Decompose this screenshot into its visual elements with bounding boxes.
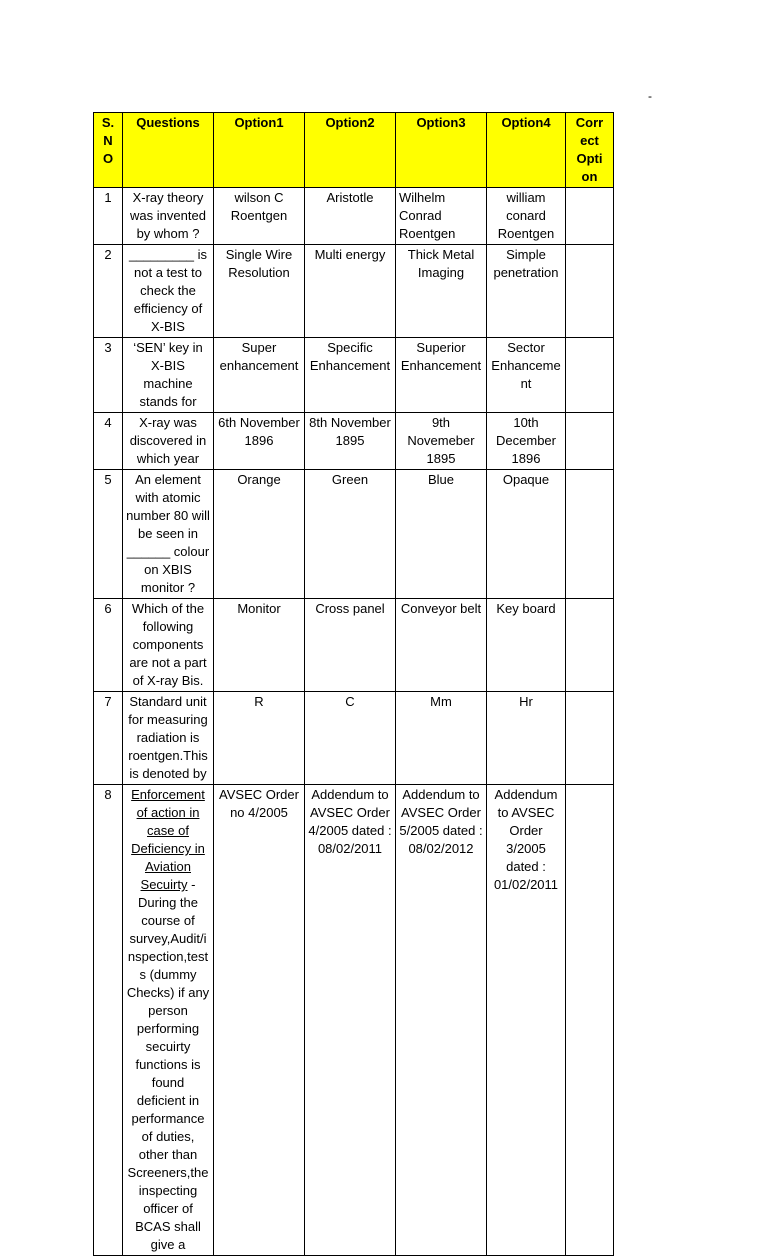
option3-cell: Addendum to AVSEC Order 5/2005 dated : 08/02/2012 [396,785,487,1256]
table-row [94,188,614,245]
sno-cell: 7 [94,692,123,785]
option1-cell: Monitor [214,599,305,692]
question-body: - During the course of survey,Audit/inspection,tests (dummy Checks) if any person performing secuirty functions is found deficient in performance of duties, other than Screeners,the inspecting officer of BCAS shall give a [126,877,210,1252]
option4-cell: william conard Roentgen [487,188,566,245]
table-row [94,470,614,599]
option3-cell: Wilhelm Conrad Roentgen [396,188,487,245]
option4-cell: 10th December 1896 [487,413,566,470]
option4-cell: Opaque [487,470,566,599]
question-cell: X-ray theory was invented by whom ? [123,188,214,245]
option2-cell: Green [305,470,396,599]
option3-cell: Mm [396,692,487,785]
option1-cell: wilson C Roentgen [214,188,305,245]
option1-cell: R [214,692,305,785]
table-row [94,785,614,1256]
question-cell: An element with atomic number 80 will be seen in ______ colour on XBIS monitor ? [123,470,214,599]
header-option1: Option1 [214,113,305,188]
option3-cell: Superior Enhancement [396,338,487,413]
header-correct-option: Corr ect Opti on [566,113,614,188]
correct-option-cell [566,470,614,599]
option3-cell: 9th Novemeber 1895 [396,413,487,470]
correct-option-cell [566,245,614,338]
option2-cell: Cross panel [305,599,396,692]
correct-option-cell [566,692,614,785]
sno-cell: 8 [94,785,123,1256]
option4-cell: Hr [487,692,566,785]
question-cell: ‘SEN’ key in X-BIS machine stands for [123,338,214,413]
header-sno: S. N O [94,113,123,188]
option1-cell: Orange [214,470,305,599]
question-cell [123,785,214,1256]
option1-cell: Single Wire Resolution [214,245,305,338]
table-row [94,413,614,470]
sno-cell: 1 [94,188,123,245]
page-mark: - [648,89,652,103]
option3-cell: Blue [396,470,487,599]
correct-option-cell [566,785,614,1256]
header-option4: Option4 [487,113,566,188]
question-cell: X-ray was discovered in which year [123,413,214,470]
option4-cell: Simple penetration [487,245,566,338]
option2-cell: Addendum to AVSEC Order 4/2005 dated : 08/02/2011 [305,785,396,1256]
sno-cell: 4 [94,413,123,470]
option4-cell: Sector Enhancement [487,338,566,413]
correct-option-cell [566,338,614,413]
sno-cell: 3 [94,338,123,413]
option1-cell: Super enhancement [214,338,305,413]
question-cell: _________ is not a test to check the efficiency of X-BIS [123,245,214,338]
header-row [94,113,614,188]
correct-option-cell [566,599,614,692]
question-cell: Which of the following components are not a part of X-ray Bis. [123,599,214,692]
option3-cell: Thick Metal Imaging [396,245,487,338]
option1-cell: AVSEC Order no 4/2005 [214,785,305,1256]
question-table [93,112,614,1256]
header-option3: Option3 [396,113,487,188]
header-questions: Questions [123,113,214,188]
header-option2: Option2 [305,113,396,188]
table-row [94,692,614,785]
option2-cell: Specific Enhancement [305,338,396,413]
table-row [94,338,614,413]
option4-cell: Key board [487,599,566,692]
option2-cell: Multi energy [305,245,396,338]
question-heading: Enforcement of action in case of Deficiency in Aviation Secuirty [131,787,205,892]
option2-cell: 8th November 1895 [305,413,396,470]
sno-cell: 2 [94,245,123,338]
correct-option-cell [566,188,614,245]
option2-cell: Aristotle [305,188,396,245]
option4-cell: Addendum to AVSEC Order 3/2005 dated : 01/02/2011 [487,785,566,1256]
correct-option-cell [566,413,614,470]
option2-cell: C [305,692,396,785]
table-row [94,599,614,692]
option1-cell: 6th November 1896 [214,413,305,470]
table-row [94,245,614,338]
sno-cell: 6 [94,599,123,692]
option3-cell: Conveyor belt [396,599,487,692]
sno-cell: 5 [94,470,123,599]
question-cell: Standard unit for measuring radiation is roentgen.This is denoted by [123,692,214,785]
